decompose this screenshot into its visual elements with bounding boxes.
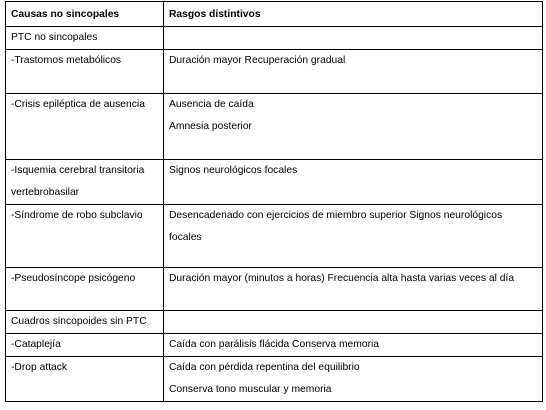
trait-line: focales (169, 232, 202, 243)
traits-cell (164, 357, 543, 402)
cause-line: vertebrobasilar (11, 187, 80, 198)
traits-cell (164, 205, 543, 268)
table-row (6, 94, 543, 160)
causes-table (5, 1, 543, 402)
table-row (6, 205, 543, 268)
table-row (6, 160, 543, 205)
traits-cell (164, 50, 543, 94)
cause-cell: -Trastornos metabólicos (6, 50, 164, 94)
trait-line: Ausencia de caída (169, 99, 254, 110)
cause-cell: Cuadros sincopoides sin PTC (6, 311, 164, 334)
trait-line: Caída con pérdida repentina del equilibrio (169, 362, 360, 373)
table-row (6, 268, 543, 311)
table-row (6, 311, 543, 334)
cause-cell: -Pseudosíncope psicógeno (6, 268, 164, 311)
cause-cell: -Síndrome de robo subclavio (6, 205, 164, 268)
header-causes: Causas no sincopales (6, 2, 164, 27)
trait-line: Conserva tono muscular y memoria (169, 384, 332, 395)
table-row (6, 50, 543, 94)
cause-cell: -Crisis epiléptica de ausencia (6, 94, 164, 160)
cause-cell: -Cataplejía (6, 334, 164, 357)
table-row (6, 357, 543, 402)
cause-line: -Isquemia cerebral transitoria (11, 165, 145, 176)
traits-cell (164, 160, 543, 205)
trait-line: Desencadenado con ejercicios de miembro superior Signos neurológicos (169, 210, 503, 221)
table-row (6, 27, 543, 50)
table-header-row (6, 2, 543, 27)
traits-cell (164, 268, 543, 311)
trait-line: Signos neurológicos focales (169, 165, 298, 176)
trait-line: Duración mayor (minutos a horas) Frecuencia alta hasta varias veces al día (169, 273, 515, 284)
traits-cell (164, 94, 543, 160)
trait-line: Duración mayor Recuperación gradual (169, 55, 346, 66)
header-traits: Rasgos distintivos (164, 2, 543, 27)
cause-cell: PTC no sincopales (6, 27, 164, 50)
traits-cell (164, 27, 543, 50)
trait-line: Caída con parálisis flácida Conserva memoria (169, 339, 380, 350)
traits-cell (164, 334, 543, 357)
cause-cell (6, 160, 164, 205)
traits-cell (164, 311, 543, 334)
table-row (6, 334, 543, 357)
cause-cell: -Drop attack (6, 357, 164, 402)
trait-line: Amnesia posterior (169, 121, 252, 132)
